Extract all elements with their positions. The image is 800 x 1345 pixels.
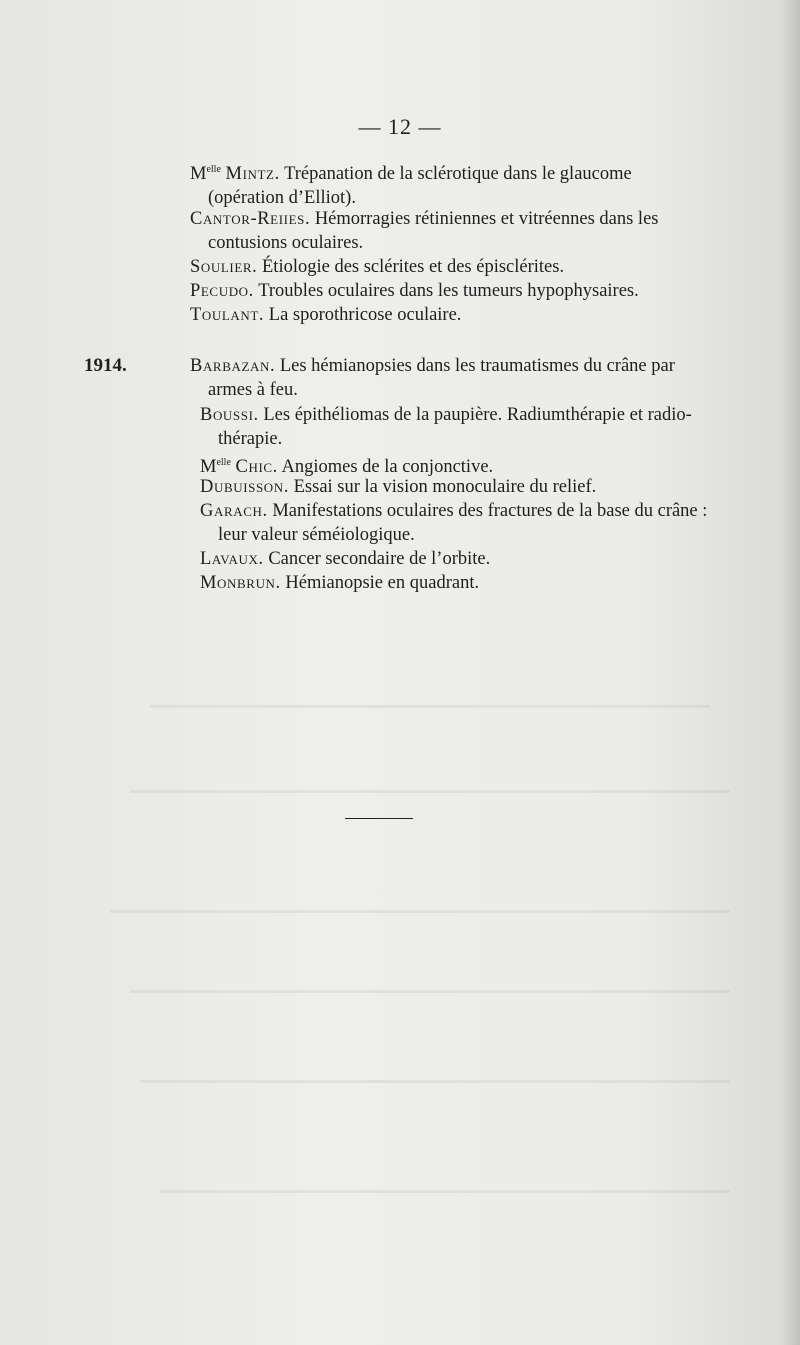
bibliography-entry bbox=[200, 571, 732, 595]
entry-title: Étiologie des sclérites et des épisclérites. bbox=[262, 257, 565, 277]
bibliography-entry bbox=[200, 475, 732, 499]
honorific: $M^{elle}$ bbox=[190, 164, 221, 184]
author-name: Garach. bbox=[200, 501, 268, 521]
author-name: Barbazan. bbox=[190, 356, 276, 376]
entry-title: Hémorragies rétiniennes et vitréennes dans les bbox=[314, 209, 659, 229]
author-name: Pecudo. bbox=[190, 281, 254, 301]
entry-title: Cancer secondaire de l’orbite. bbox=[268, 549, 491, 569]
author-name: Boussi. bbox=[200, 405, 259, 425]
entry-title-continuation: leur valeur séméiologique. bbox=[218, 525, 415, 545]
entry-title: Essai sur la vision monoculaire du relief. bbox=[293, 477, 597, 497]
entry-title: Les hémianopsies dans les traumatismes du crâne par bbox=[279, 356, 675, 376]
author-name: Chic. bbox=[235, 457, 278, 477]
bleed-through-line bbox=[140, 1080, 730, 1083]
entry-title-continuation: armes à feu. bbox=[208, 380, 298, 400]
bleed-through-line bbox=[150, 705, 710, 708]
bibliography-entry bbox=[190, 207, 730, 255]
bleed-through-line bbox=[130, 990, 730, 993]
entry-title: Manifestations oculaires des fractures de la base du crâne : bbox=[272, 501, 708, 521]
honorific: $M^{elle}$ bbox=[200, 457, 231, 477]
author-name: Mintz. bbox=[225, 164, 280, 184]
bleed-through-line bbox=[130, 790, 730, 793]
author-name: Cantor-Reiies. bbox=[190, 209, 311, 229]
section-divider-rule bbox=[345, 818, 413, 819]
author-name: Dubuisson. bbox=[200, 477, 289, 497]
entry-title-continuation: thérapie. bbox=[218, 429, 283, 449]
author-name: Soulier. bbox=[190, 257, 258, 277]
entry-title: Les épithéliomas de la paupière. Radiumthérapie et radio- bbox=[263, 405, 692, 425]
bibliography-entry bbox=[190, 279, 730, 303]
year-heading: 1914. bbox=[84, 355, 127, 376]
bibliography-entry bbox=[190, 354, 730, 402]
entry-title: Troubles oculaires dans les tumeurs hypophysaires. bbox=[258, 281, 639, 301]
bleed-through-line bbox=[160, 1190, 730, 1193]
bibliography-entry bbox=[200, 499, 732, 547]
bibliography-entry bbox=[200, 403, 732, 451]
entry-title: Hémianopsie en quadrant. bbox=[285, 573, 480, 593]
entry-title: Trépanation de la sclérotique dans le glaucome bbox=[284, 164, 632, 184]
entry-title-continuation: (opération d’Elliot). bbox=[208, 188, 356, 208]
entry-title: Angiomes de la conjonctive. bbox=[281, 457, 494, 477]
author-name: Monbrun. bbox=[200, 573, 281, 593]
bibliography-entry bbox=[190, 303, 730, 327]
bibliography-entry bbox=[190, 255, 730, 279]
author-name: Lavaux. bbox=[200, 549, 264, 569]
page-number: — 12 — bbox=[358, 114, 442, 139]
bibliography-entry bbox=[200, 547, 732, 571]
entry-title: La sporothricose oculaire. bbox=[268, 305, 462, 325]
entry-title-continuation: contusions oculaires. bbox=[208, 233, 364, 253]
page-edge-shadow bbox=[782, 0, 800, 1345]
bibliography-entry bbox=[190, 158, 730, 210]
author-name: Toulant. bbox=[190, 305, 265, 325]
bleed-through-line bbox=[110, 910, 730, 913]
